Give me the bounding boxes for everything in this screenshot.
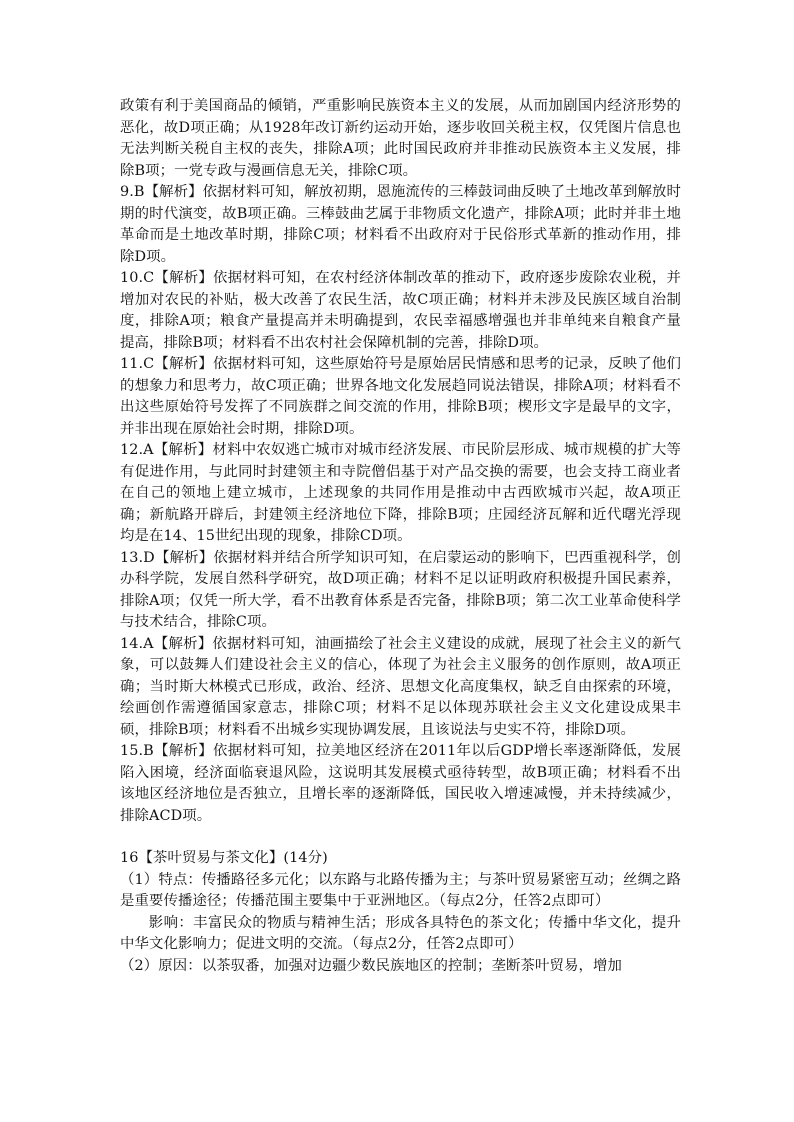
section-spacer [120, 827, 681, 848]
q16-part1-impact: 影响：丰富民众的物质与精神生活；形成各具特色的茶文化；传播中华文化，提升中华文化影响力；促进文明的交流。（每点2分，任答2点即可） [120, 914, 681, 952]
paragraph-q12: 12.A【解析】材料中农奴逃亡城市对城市经济发展、市民阶层形成、城市规模的扩大等有促进作用，与此同时封建领主和寺院僧侣基于对产品交换的需要，也会支持工商业者在自己的领地上建立城市，上述现象的共同作用是推动中古西欧城市兴起，故A项正确；新航路开辟后，封建领主经济地位下降，排除B项；庄园经济瓦解和近代曙光浮现均是在14、15世纪出现的现象，排除CD项。 [120, 442, 681, 544]
paragraph-q10: 10.C【解析】依据材料可知，在农村经济体制改革的推动下，政府逐步废除农业税，并增加对农民的补贴，极大改善了农民生活，故C项正确；材料并未涉及民族区域自治制度，排除A项；粮食产量提高并未明确提到，农民幸福感增强也并非单纯来自粮食产量提高，排除B项；材料看不出农村社会保障机制的完善，排除D项。 [120, 270, 681, 351]
question-16-heading: 16【茶叶贸易与茶文化】(14分) [120, 850, 328, 866]
answer-explanations [120, 96, 681, 827]
question-16-section [120, 848, 681, 977]
paragraph-q15: 15.B【解析】依据材料可知，拉美地区经济在2011年以后GDP增长率逐渐降低，发展陷入困境，经济面临衰退风险，这说明其发展模式亟待转型，故B项正确；材料看不出该地区经济地位是否独立，且增长率的逐渐降低，国民收入增速减慢，并未持续减少，排除ACD项。 [120, 743, 681, 824]
paragraph-q14: 14.A【解析】依据材料可知，油画描绘了社会主义建设的成就，展现了社会主义的新气象，可以鼓舞人们建设社会主义的信心，体现了为社会主义服务的创作原则，故A项正确；当时斯大林模式已形成，政治、经济、思想文化高度集权，缺乏自由探索的环境，绘画创作需遵循国家意志，排除C项；材料不足以体现苏联社会主义文化建设成果丰硕，排除B项；材料看不出城乡实现协调发展，且该说法与史实不符，排除D项。 [120, 635, 681, 738]
paragraph-q8-continued: 政策有利于美国商品的倾销，严重影响民族资本主义的发展，从而加剧国内经济形势的恶化，故D项正确；从1928年改订新约运动开始，逐步收回关税主权，仅凭图片信息也无法判断关税自主权的丧失，排除A项；此时国民政府并非推动民族资本主义发展，排除B项；一党专政与漫画信息无关，排除C项。 [120, 98, 681, 179]
paragraph-q9: 9.B【解析】依据材料可知，解放初期，恩施流传的三棒鼓词曲反映了土地改革到解放时期的时代演变，故B项正确。三棒鼓曲艺属于非物质文化遗产，排除A项；此时并非土地革命而是土地改革时期，排除C项；材料看不出政府对于民俗形式革新的推动作用，排除D项。 [120, 184, 681, 265]
paragraph-q11: 11.C【解析】依据材料可知，这些原始符号是原始居民情感和思考的记录，反映了他们的想象力和思考力，故C项正确；世界各地文化发展趋同说法错误，排除A项；材料看不出这些原始符号发挥了不同族群之间交流的作用，排除B项；楔形文字是最早的文字，并非出现在原始社会时期，排除D项。 [120, 356, 681, 437]
q16-part1-features: （1）特点：传播路径多元化；以东路与北路传播为主；与茶叶贸易紧密互动；丝绸之路是重要传播途径；传播范围主要集中于亚洲地区。（每点2分，任答2点即可） [120, 871, 681, 909]
q16-part2-reasons: （2）原因：以茶驭番，加强对边疆少数民族地区的控制；垄断茶叶贸易，增加 [120, 957, 622, 974]
paragraph-q13: 13.D【解析】依据材料并结合所学知识可知，在启蒙运动的影响下，巴西重视科学，创办科学院，发展自然科学研究，故D项正确；材料不足以证明政府积极提升国民素养，排除A项；仅凭一所大学，看不出教育体系是否完备，排除B项；第二次工业革命使科学与技术结合，排除C项。 [120, 549, 681, 630]
